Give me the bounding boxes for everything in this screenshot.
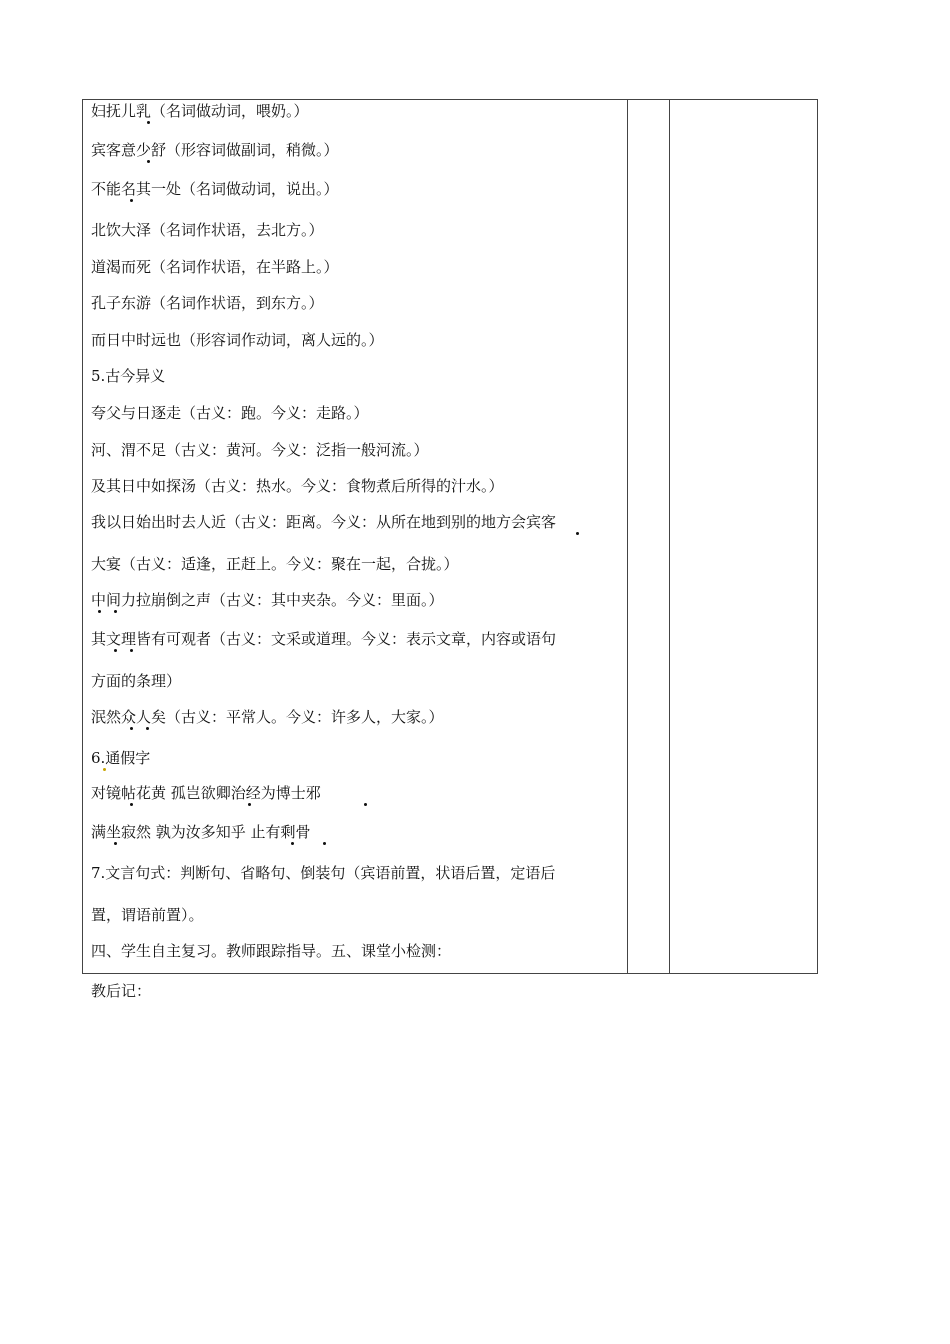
section-heading: 5.古今异义 <box>91 367 166 385</box>
emphasis-dot <box>147 160 150 163</box>
emphasis-dot <box>114 610 117 613</box>
emphasis-dot <box>248 803 251 806</box>
emphasis-dot <box>576 532 579 535</box>
text-line: 我以日始出时去人近（古义：距离。今义：从所在地到别的地方会宾客 <box>91 513 557 531</box>
text-line: 置，谓语前置）。 <box>91 906 204 924</box>
emphasis-dot <box>130 803 133 806</box>
emphasis-dot <box>147 121 150 124</box>
lesson-table <box>82 99 818 974</box>
text-line: 及其日中如探汤（古义：热水。今义：食物煮后所得的汁水。） <box>91 477 504 495</box>
text-line: 而日中时远也（形容词作动词，离人远的。） <box>91 331 384 349</box>
text-line: 方面的条理） <box>91 672 182 690</box>
text-line: 中间力拉崩倒之声（古义：其中夹杂。今义：里面。） <box>91 591 444 609</box>
emphasis-dot <box>291 842 294 845</box>
text-line: 妇抚儿乳（名词做动词，喂奶。） <box>91 102 309 120</box>
text-line: 北饮大泽（名词作状语，去北方。） <box>91 221 324 239</box>
text-line: 四、学生自主复习。教师跟踪指导。五、课堂小检测： <box>91 942 452 960</box>
text-line: 泯然众人矣（古义：平常人。今义：许多人，大家。） <box>91 708 444 726</box>
emphasis-dot <box>130 199 133 202</box>
text-line: 不能名其一处（名词做动词，说出。） <box>91 180 339 198</box>
emphasis-dot <box>98 610 101 613</box>
emphasis-dot <box>114 842 117 845</box>
after-class-note: 教后记： <box>91 982 152 1000</box>
text-line: 大宴（古义：适逢，正赶上。今义：聚在一起，合拢。） <box>91 555 459 573</box>
text-line: 孔子东游（名词作状语，到东方。） <box>91 294 324 312</box>
text-line: 满坐寂然 孰为汝多知乎 止有剩骨 <box>91 823 311 841</box>
emphasis-dot <box>114 649 117 652</box>
text-line: 其文理皆有可观者（古义：文采或道理。今义：表示文章，内容或语句 <box>91 630 557 648</box>
emphasis-dot <box>146 727 149 730</box>
text-line: 夸父与日逐走（古义：跑。今义：走路。） <box>91 404 369 422</box>
emphasis-dot <box>323 842 326 845</box>
text-line: 河、渭不足（古义：黄河。今义：泛指一般河流。） <box>91 441 429 459</box>
emphasis-dot <box>364 803 367 806</box>
emphasis-dot <box>103 768 106 771</box>
content-column <box>83 100 628 973</box>
blank-column <box>670 100 817 973</box>
text-line: 宾客意少舒（形容词做副词，稍微。） <box>91 141 339 159</box>
blank-column <box>628 100 670 973</box>
text-line: 对镜帖花黄 孤岂欲卿治经为博士邪 <box>91 784 321 802</box>
emphasis-dot <box>130 727 133 730</box>
emphasis-dot <box>130 649 133 652</box>
section-heading: 6.通假字 <box>91 749 151 767</box>
text-line: 道渴而死（名词作状语，在半路上。） <box>91 258 339 276</box>
text-line: 7.文言句式：判断句、省略句、倒装句（宾语前置，状语后置，定语后 <box>91 864 556 882</box>
